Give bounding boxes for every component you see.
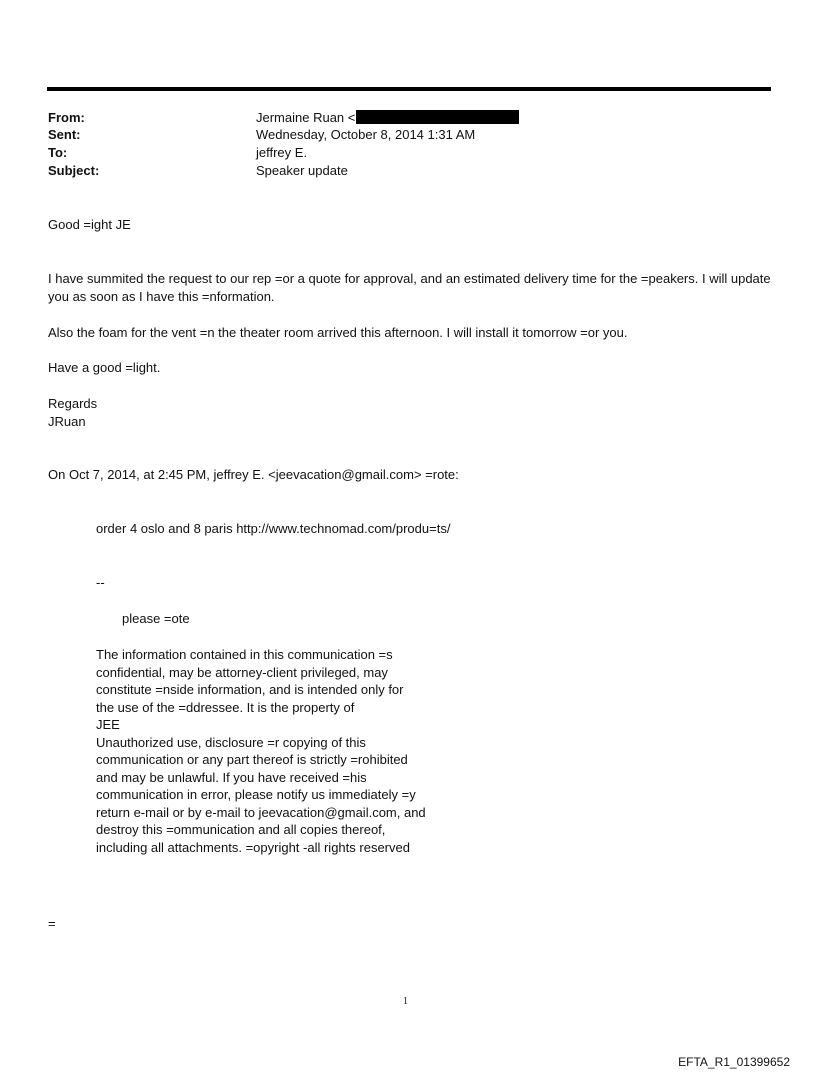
paragraph-good-night: Have a good =light.: [48, 360, 161, 375]
sent-label: Sent:: [48, 127, 81, 142]
signature-dashes: --: [96, 575, 105, 590]
disclaimer-line: confidential, may be attorney-client privileged, may: [96, 664, 388, 680]
trailing-equals: =: [48, 916, 56, 931]
regards: Regards: [48, 396, 98, 411]
paragraph-request: I have summited the request to our rep =or a quote for approval, and an estimated delivery time for the =peakers. I will update you as soon as I have this =nformation.: [48, 271, 771, 304]
to-label: To:: [48, 145, 68, 160]
to-value: jeffrey E.: [256, 145, 308, 160]
from-label: From:: [48, 110, 85, 125]
please-note: please =ote: [122, 611, 190, 626]
disclaimer-line: communication in error, please notify us immediately =y: [96, 787, 416, 802]
disclaimer-line: the use of the =ddressee. It is the property of: [96, 699, 355, 715]
disclaimer-line: Unauthorized use, disclosure =r copying of this: [96, 734, 366, 750]
document-id: EFTA_R1_01399652: [678, 1055, 790, 1069]
header-rule: [47, 87, 771, 91]
from-value: [256, 110, 519, 126]
disclaimer-line: destroy this =ommunication and all copies thereof,: [96, 822, 386, 837]
disclaimer: [96, 646, 456, 856]
redaction-box: [356, 110, 519, 124]
signature: JRuan: [48, 414, 86, 429]
disclaimer-line: JEE: [96, 717, 120, 732]
disclaimer-line: return e-mail or by e-mail to jeevacation@gmail.com, and: [96, 804, 426, 820]
quote-intro: On Oct 7, 2014, at 2:45 PM, jeffrey E. <jeevacation@gmail.com> =rote:: [48, 467, 459, 482]
greeting: Good =ight JE: [48, 217, 131, 232]
disclaimer-line: constitute =nside information, and is intended only for: [96, 682, 404, 697]
from-name: Jermaine Ruan <: [256, 110, 356, 125]
disclaimer-line: communication or any part thereof is strictly =rohibited: [96, 752, 408, 767]
disclaimer-line: and may be unlawful. If you have received =his: [96, 769, 367, 785]
disclaimer-line: including all attachments. =opyright -all rights reserved: [96, 839, 410, 855]
subject-value: Speaker update: [256, 163, 348, 178]
paragraph-foam: Also the foam for the vent =n the theater room arrived this afternoon. I will install it tomorrow =or you.: [48, 325, 628, 340]
quote-order: order 4 oslo and 8 paris http://www.technomad.com/produ=ts/: [96, 521, 451, 536]
subject-label: Subject:: [48, 163, 100, 178]
sent-value: Wednesday, October 8, 2014 1:31 AM: [256, 127, 476, 142]
disclaimer-line: The information contained in this communication =s: [96, 647, 393, 662]
page-number: 1: [403, 996, 408, 1007]
